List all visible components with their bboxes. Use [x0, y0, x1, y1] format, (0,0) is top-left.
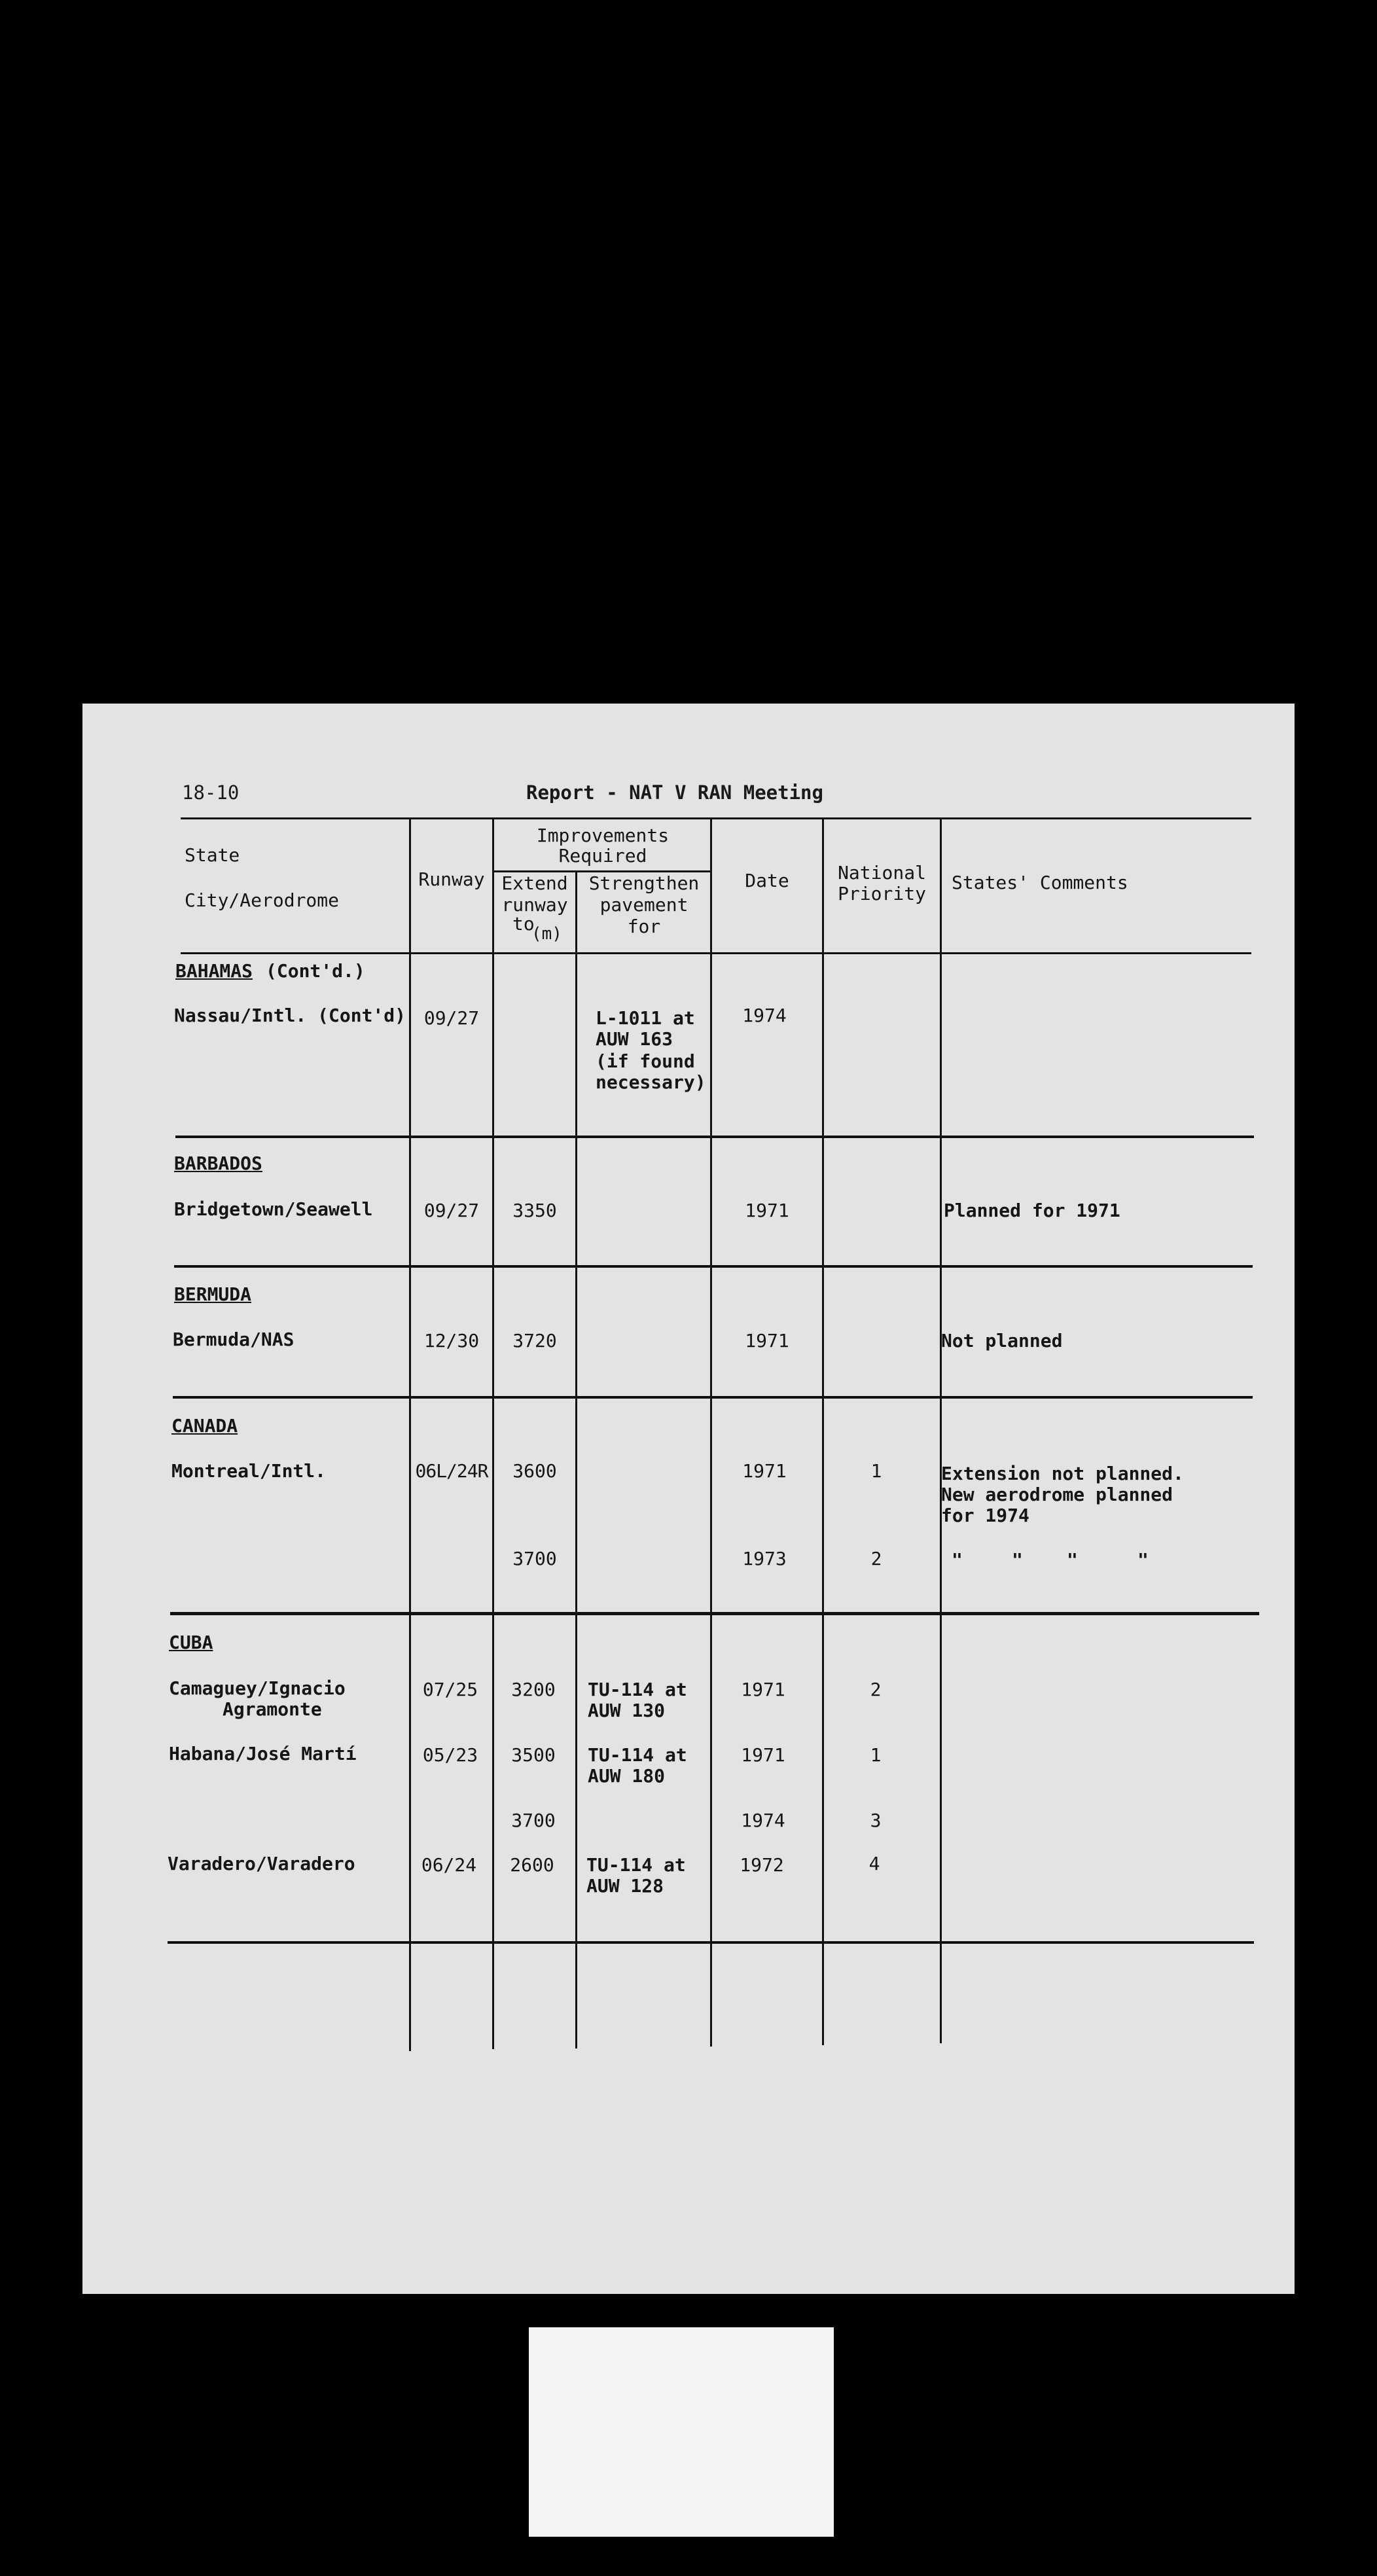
report-title: Report - NAT V RAN Meeting: [526, 781, 823, 804]
date-value: 1971: [741, 1744, 785, 1766]
column-header-extend-3: to: [512, 913, 535, 935]
runway-value: 06/24: [421, 1854, 477, 1876]
strengthen-value-line: necessary): [596, 1071, 706, 1093]
column-header-priority-1: National: [838, 862, 926, 884]
strengthen-value-line: AUW 130: [588, 1700, 666, 1721]
blank-card: [529, 2327, 834, 2537]
column-header-runway: Runway: [418, 868, 485, 890]
extend-value: 2600: [510, 1854, 554, 1876]
state-heading-canada: CANADA: [171, 1415, 238, 1437]
strengthen-value-line: AUW 180: [588, 1765, 666, 1787]
extend-value: 3200: [511, 1679, 556, 1700]
state-heading-bahamas: BAHAMAS: [175, 960, 253, 982]
priority-value: 2: [870, 1679, 882, 1700]
comment-value-line: for 1974: [941, 1505, 1029, 1526]
extend-value: 3700: [511, 1810, 556, 1831]
section-rule-canada: [170, 1612, 1259, 1615]
column-rule-strengthen: [575, 870, 577, 2048]
column-header-strengthen-2: pavement: [599, 894, 688, 916]
ditto-mark: ": [1067, 1549, 1078, 1571]
strengthen-value-line: AUW 128: [586, 1875, 664, 1897]
aerodrome-name: Habana/José Martí: [169, 1743, 357, 1764]
date-value: 1971: [741, 1679, 785, 1700]
column-rule-comments: [940, 817, 942, 2043]
runway-value: 09/27: [423, 1007, 480, 1029]
priority-value: 1: [870, 1460, 882, 1482]
aerodrome-name-cont: Agramonte: [223, 1698, 322, 1720]
date-value: 1971: [745, 1200, 789, 1221]
header-bottom-rule: [181, 952, 1251, 954]
section-rule-barbados: [174, 1265, 1253, 1268]
column-header-extend-unit: (m): [531, 924, 562, 944]
date-value: 1971: [742, 1460, 787, 1482]
aerodrome-name: Bermuda/NAS: [173, 1329, 295, 1350]
extend-value: 3700: [512, 1548, 557, 1569]
aerodrome-name: Varadero/Varadero: [168, 1853, 355, 1874]
document-page: [82, 704, 1295, 2294]
priority-value: 3: [870, 1810, 882, 1831]
section-rule-bahamas: [175, 1136, 1254, 1138]
comment-value-line: New aerodrome planned: [941, 1484, 1173, 1505]
strengthen-value-line: L-1011 at: [596, 1007, 695, 1029]
runway-value: 12/30: [423, 1330, 480, 1351]
aerodrome-name: Camaguey/Ignacio: [169, 1677, 346, 1699]
column-header-state: State: [185, 844, 240, 866]
priority-value: 2: [870, 1548, 882, 1569]
column-header-strengthen-3: for: [627, 916, 661, 937]
strengthen-value-line: TU-114 at: [588, 1679, 687, 1700]
column-header-city: City/Aerodrome: [185, 889, 340, 911]
comment-value-line: Extension not planned.: [941, 1463, 1184, 1484]
extend-value: 3600: [512, 1460, 557, 1482]
column-header-comments: States' Comments: [952, 872, 1128, 893]
page-number: 18-10: [182, 781, 240, 804]
strengthen-value-line: TU-114 at: [588, 1744, 687, 1766]
date-value: 1974: [742, 1005, 787, 1026]
priority-value: 1: [870, 1744, 882, 1766]
comment-value: Not planned: [941, 1330, 1063, 1351]
column-header-extend-1: Extend: [501, 872, 568, 894]
state-heading-bermuda: BERMUDA: [174, 1283, 252, 1305]
date-value: 1972: [740, 1854, 784, 1876]
strengthen-value-line: TU-114 at: [586, 1854, 686, 1876]
runway-value: 07/25: [422, 1679, 478, 1700]
column-header-extend-2: runway: [501, 894, 568, 916]
strengthen-value-line: (if found: [596, 1050, 695, 1072]
date-value: 1973: [742, 1548, 787, 1569]
extend-value: 3350: [512, 1200, 557, 1221]
runway-value: 09/27: [423, 1200, 480, 1221]
section-rule-bermuda: [173, 1396, 1253, 1399]
aerodrome-name: Nassau/Intl. (Cont'd): [174, 1005, 406, 1026]
strengthen-value-line: AUW 163: [596, 1028, 673, 1050]
column-header-required: Required: [558, 845, 647, 867]
extend-value: 3720: [512, 1330, 557, 1351]
column-header-improvements: Improvements: [536, 825, 670, 846]
extend-value: 3500: [511, 1744, 556, 1766]
priority-value: 4: [868, 1853, 880, 1874]
aerodrome-name: Montreal/Intl.: [171, 1460, 327, 1482]
comment-value: Planned for 1971: [944, 1200, 1120, 1221]
table-top-rule: [181, 817, 1251, 819]
state-heading-cuba: CUBA: [169, 1632, 213, 1653]
column-header-priority-2: Priority: [838, 883, 926, 904]
column-header-date: Date: [745, 870, 789, 891]
date-value: 1971: [745, 1330, 789, 1351]
date-value: 1974: [741, 1810, 785, 1831]
aerodrome-name: Bridgetown/Seawell: [174, 1198, 373, 1220]
runway-value: 06L/24R: [415, 1460, 488, 1482]
runway-value: 05/23: [422, 1744, 478, 1766]
ditto-mark: ": [1012, 1549, 1023, 1571]
column-header-strengthen-1: Strengthen: [588, 872, 700, 894]
ditto-mark: ": [1137, 1549, 1149, 1571]
state-heading-barbados: BARBADOS: [174, 1153, 262, 1174]
ditto-mark: ": [952, 1549, 963, 1571]
state-heading-suffix: (Cont'd.): [266, 960, 365, 982]
